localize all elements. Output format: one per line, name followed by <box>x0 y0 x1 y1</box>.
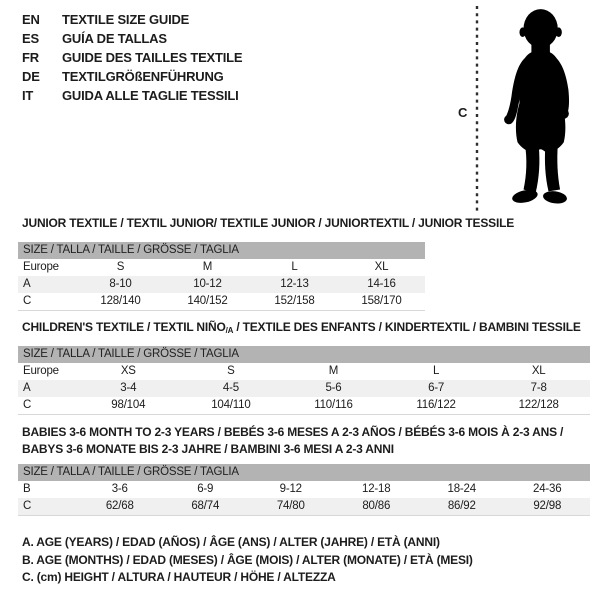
table-cell: 80/86 <box>362 500 391 512</box>
height-figure <box>450 5 600 215</box>
table-cell: 10-12 <box>193 278 222 290</box>
babies-title-line2: BABYS 3-6 MONATE BIS 2-3 JAHRE / BAMBINI 3-6 MESI A 2-3 ANNI <box>22 442 394 456</box>
table-cell: 98/104 <box>111 399 146 411</box>
title-text: CHILDREN'S TEXTILE / TEXTIL NIÑO <box>22 320 226 334</box>
title-text: / TEXTILE DES ENFANTS / KINDERTEXTIL / BAMBINI TESSILE <box>233 320 581 334</box>
row-label: Europe <box>23 261 59 273</box>
language-title-list <box>22 10 242 105</box>
language-row-fr <box>22 48 242 67</box>
language-row-es <box>22 29 242 48</box>
note-age-months: B. AGE (MONTHS) / EDAD (MESES) / ÂGE (MOIS) / ALTER (MONATE) / ETÀ (MESI) <box>22 552 473 567</box>
children-section-title <box>22 319 581 339</box>
junior-section-title: JUNIOR TEXTILE / TEXTIL JUNIOR/ TEXTILE JUNIOR / JUNIORTEXTIL / JUNIOR TESSILE <box>22 216 515 230</box>
row-label: C <box>23 500 32 512</box>
language-code: DE <box>22 69 40 84</box>
table-cell: 128/140 <box>100 295 141 307</box>
language-title: GUIDA ALLE TAGLIE TESSILI <box>62 88 239 103</box>
table-cell: XL <box>531 365 546 377</box>
language-title: GUIDE DES TAILLES TEXTILE <box>62 50 243 65</box>
table-cell: 62/68 <box>105 500 134 512</box>
table-cell: 116/122 <box>416 399 456 411</box>
table-cell: 12-13 <box>280 278 309 290</box>
table-row-height <box>18 293 425 311</box>
table-cell: 6-9 <box>197 483 214 495</box>
table-cell: S <box>116 261 125 273</box>
table-cell: XS <box>120 365 136 377</box>
table-cell: 5-6 <box>325 382 342 394</box>
table-cell: L <box>291 261 298 273</box>
table-cell: 3-6 <box>111 483 128 495</box>
row-label: C <box>23 295 32 307</box>
table-row-height <box>18 397 590 415</box>
table-cell: 158/170 <box>361 295 402 307</box>
height-measure-label: C <box>458 105 468 120</box>
size-table-header: SIZE / TALLA / TAILLE / GRÖSSE / TAGLIA <box>18 242 425 259</box>
table-row-months <box>18 481 590 498</box>
language-row-it <box>22 86 242 105</box>
note-age-years: A. AGE (YEARS) / EDAD (AÑOS) / ÂGE (ANS) / ALTER (JAHRE) / ETÀ (ANNI) <box>22 535 440 549</box>
row-label: Europe <box>23 365 59 377</box>
size-table-header: SIZE / TALLA / TAILLE / GRÖSSE / TAGLIA <box>18 346 590 363</box>
language-code: FR <box>22 50 39 65</box>
table-cell: 12-18 <box>362 483 391 495</box>
row-label: B <box>23 483 31 495</box>
table-cell: S <box>227 365 235 377</box>
note-height: C. (cm) HEIGHT / ALTURA / HAUTEUR / HÖHE / ALTEZZA <box>22 570 336 584</box>
table-cell: 140/152 <box>187 295 228 307</box>
title-subscript: /A <box>225 326 234 335</box>
language-row-en <box>22 10 242 29</box>
table-cell: L <box>432 365 440 377</box>
table-cell: 68/74 <box>191 500 220 512</box>
table-cell: 3-4 <box>120 382 137 394</box>
table-cell: 18-24 <box>447 483 476 495</box>
table-row-age <box>18 276 425 293</box>
row-label: C <box>23 399 32 411</box>
language-title: GUÍA DE TALLAS <box>62 31 167 46</box>
table-row-europe <box>18 363 590 380</box>
table-cell: 24-36 <box>533 483 562 495</box>
baby-silhouette-icon <box>487 7 598 211</box>
table-cell: 7-8 <box>530 382 547 394</box>
table-cell: 14-16 <box>367 278 396 290</box>
junior-size-table <box>18 242 425 311</box>
table-cell: XL <box>374 261 389 273</box>
table-row-europe <box>18 259 425 276</box>
children-size-table <box>18 346 590 415</box>
language-code: EN <box>22 12 40 27</box>
table-cell: 8-10 <box>109 278 132 290</box>
row-label: A <box>23 278 31 290</box>
table-cell: 74/80 <box>276 500 305 512</box>
table-row-age <box>18 380 590 397</box>
language-code: IT <box>22 88 34 103</box>
language-code: ES <box>22 31 39 46</box>
babies-size-table <box>18 464 590 516</box>
table-cell: 122/128 <box>518 399 559 411</box>
row-label: A <box>23 382 31 394</box>
dashed-height-line-icon <box>474 6 480 214</box>
table-cell: 110/116 <box>314 399 353 411</box>
table-cell: 9-12 <box>279 483 302 495</box>
language-row-de <box>22 67 242 86</box>
table-cell: M <box>328 365 339 377</box>
table-cell: 86/92 <box>447 500 476 512</box>
table-cell: 4-5 <box>222 382 239 394</box>
babies-section-title <box>22 424 563 458</box>
table-cell: 152/158 <box>274 295 315 307</box>
size-table-header: SIZE / TALLA / TAILLE / GRÖSSE / TAGLIA <box>18 464 590 481</box>
table-row-height <box>18 498 590 516</box>
language-title: TEXTILE SIZE GUIDE <box>62 12 190 27</box>
language-title: TEXTILGRÖßENFÜHRUNG <box>62 69 224 84</box>
table-cell: 104/110 <box>211 399 251 411</box>
table-cell: 6-7 <box>428 382 445 394</box>
legend-notes <box>22 534 473 587</box>
table-cell: 92/98 <box>533 500 562 512</box>
table-cell: M <box>202 261 213 273</box>
babies-title-line1: BABIES 3-6 MONTH TO 2-3 YEARS / BEBÉS 3-6 MESES A 2-3 AÑOS / BÉBÉS 3-6 MOIS À 2-3 ANS / <box>22 425 564 439</box>
